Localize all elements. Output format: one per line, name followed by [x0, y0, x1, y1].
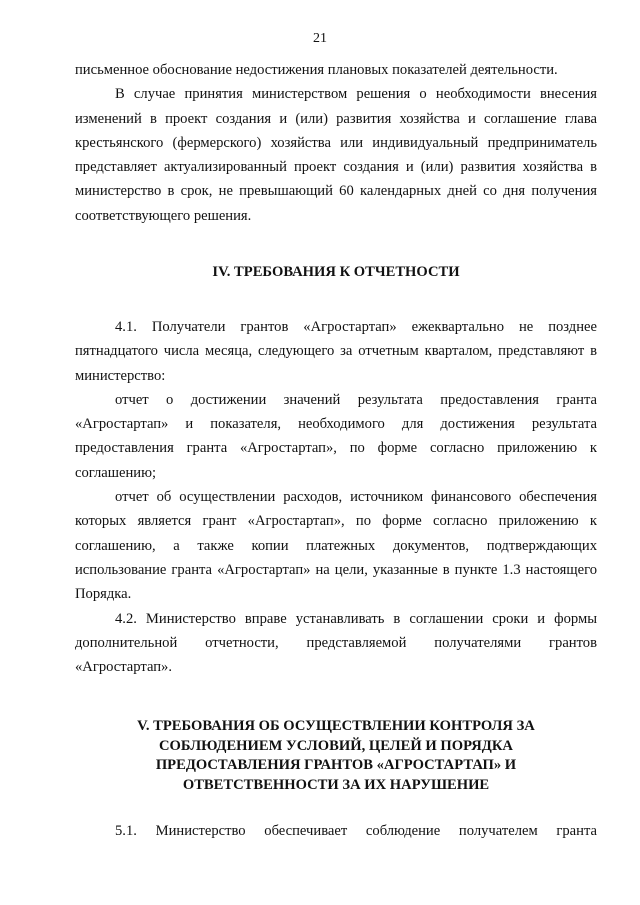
paragraph-report-expenses: отчет об осуществлении расходов, источником финансового обеспечения которых является грант «Агростартап», по форме согласно приложению к соглашению, а также копии платежных документов, подтверждающих использование гранта «Агростартап» на цели, указанные в пункте 1.3 настоящего Порядка.	[75, 489, 597, 603]
section-5-heading	[75, 717, 597, 795]
paragraph-continuation: письменное обоснование недостижения плановых показателей деятельности.	[75, 62, 558, 78]
section-5-heading-line: V. ТРЕБОВАНИЯ ОБ ОСУЩЕСТВЛЕНИИ КОНТРОЛЯ ЗА	[137, 718, 535, 734]
section-5-heading-line: ОТВЕТСТВЕННОСТИ ЗА ИХ НАРУШЕНИЕ	[182, 776, 490, 793]
paragraph-4-1: 4.1. Получатели грантов «Агростартап» ежеквартально не позднее пятнадцатого числа месяца, следующего за отчетным кварталом, представляют в министерство:	[75, 319, 597, 384]
paragraph-5-1: 5.1. Министерство обеспечивает соблюдение получателем гранта	[115, 823, 597, 839]
section-5-heading-line: СОБЛЮДЕНИЕМ УСЛОВИЙ, ЦЕЛЕЙ И ПОРЯДКА	[159, 737, 513, 754]
text-block-top	[75, 58, 597, 228]
paragraph-report-results: отчет о достижении значений результата предоставления гранта «Агростартап» и показателя, необходимого для достижения результата предоставления гранта «Агростартап», по форме согласно приложению к соглашению;	[75, 391, 597, 481]
section-5-body	[75, 819, 597, 843]
paragraph-4-2: 4.2. Министерство вправе устанавливать в соглашении сроки и формы дополнительной отчетности, представляемой получателями грантов «Агростартап».	[75, 610, 597, 676]
section-5-heading-line: ПРЕДОСТАВЛЕНИЯ ГРАНТОВ «АГРОСТАРТАП» И	[155, 757, 517, 773]
page-number: 21	[313, 31, 327, 46]
paragraph-update-project: В случае принятия министерством решения о необходимости внесения изменений в проект создания и (или) развития хозяйства и соглашение глава крестьянского (фермерского) хозяйства или индивидуальный предприниматель представляет актуализированный проект создания и (или) развития хозяйства в министерство в срок, не превышающий 60 календарных дней со дня получения соответствующего решения.	[75, 86, 597, 224]
section-4-body	[75, 315, 597, 679]
section-4-heading: IV. ТРЕБОВАНИЯ К ОТЧЕТНОСТИ	[212, 264, 460, 280]
